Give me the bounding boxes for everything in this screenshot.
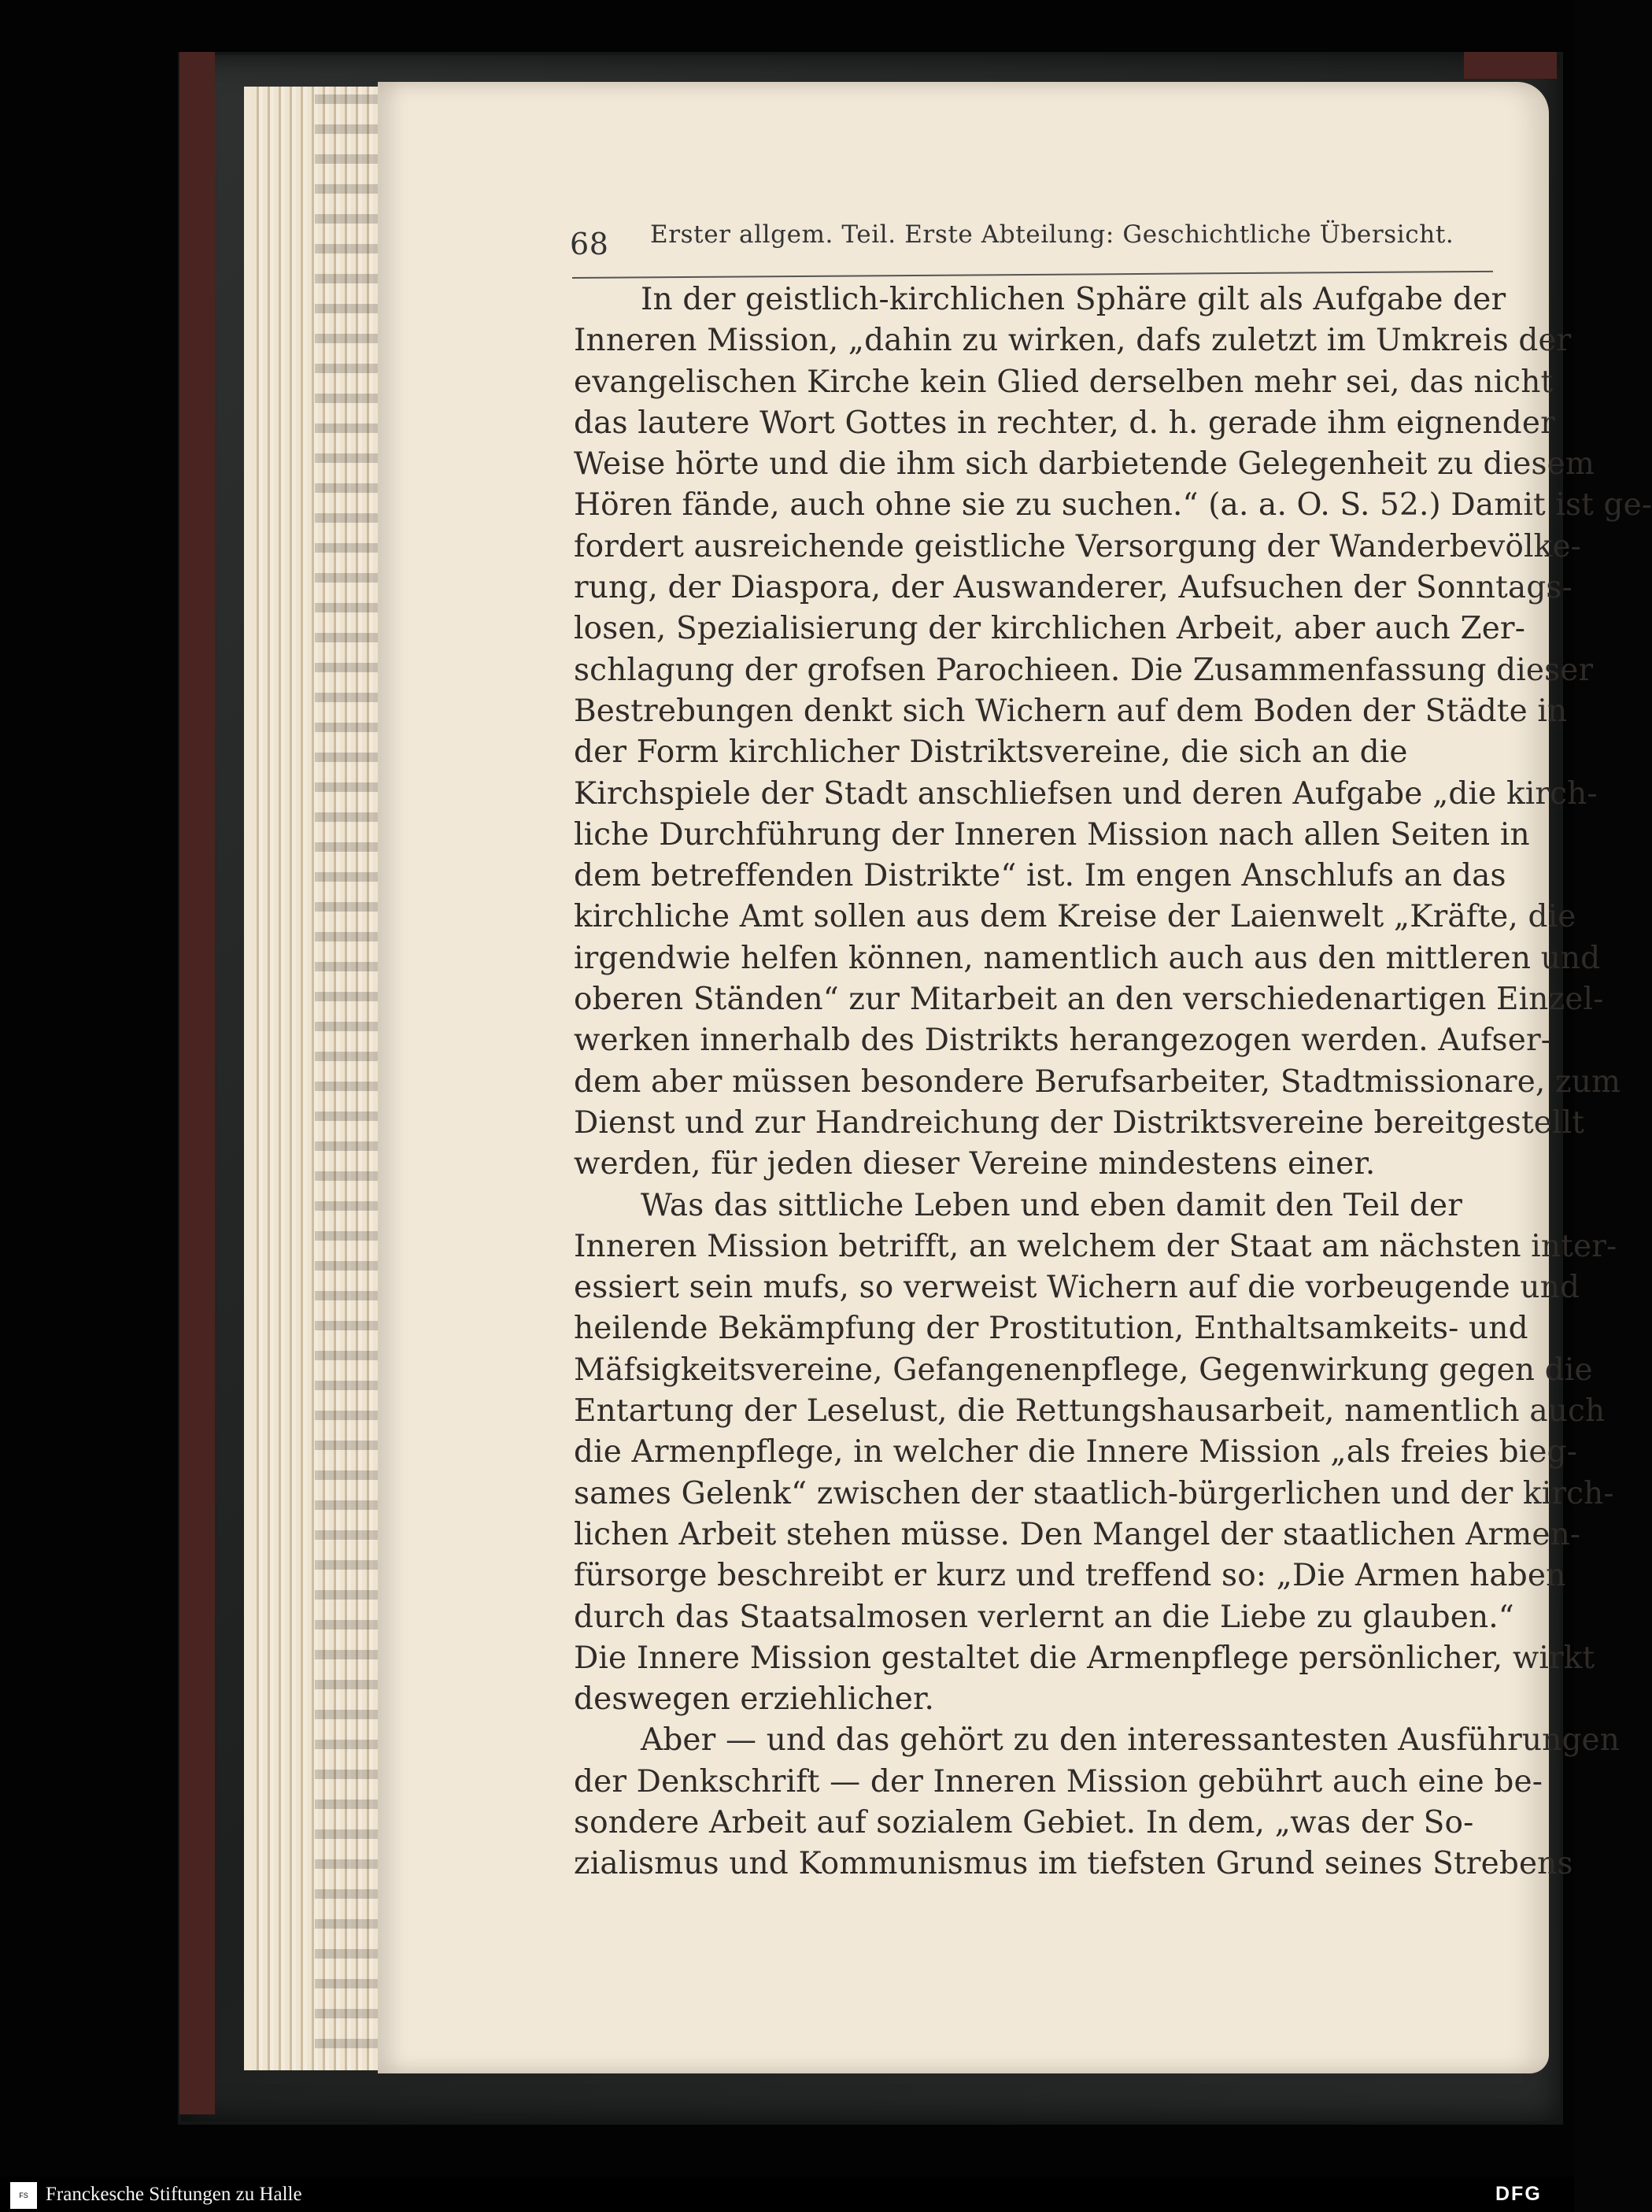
text-line: das lautere Wort Gottes in rechter, d. h. gerade ihm eignender [574, 405, 1555, 441]
text-line: Was das sittliche Leben und eben damit den Teil der [641, 1187, 1463, 1223]
running-title: Erster allgem. Teil. Erste Abteilung: Geschichtliche Übersicht. [650, 220, 1454, 249]
text-line: sondere Arbeit auf sozialem Gebiet. In dem, „was der So- [574, 1804, 1474, 1840]
text-line: fürsorge beschreibt er kurz und treffend so: „Die Armen haben [574, 1558, 1566, 1594]
text-line: die Armenpflege, in welcher die Innere Mission „als freies bieg- [574, 1434, 1578, 1470]
text-line: Inneren Mission betrifft, an welchem der Staat am nächsten inter- [574, 1228, 1617, 1264]
text-line: essiert sein mufs, so verweist Wichern auf die vorbeugende und [574, 1270, 1580, 1306]
text-line: fordert ausreichende geistliche Versorgung der Wanderbevölke- [574, 528, 1582, 564]
text-line: sames Gelenk“ zwischen der staatlich-bürgerlichen und der kirch- [574, 1475, 1614, 1511]
text-line: Entartung der Leselust, die Rettungshausarbeit, namentlich auch [574, 1393, 1606, 1430]
running-head [570, 220, 1454, 266]
text-line: evangelischen Kirche kein Glied derselben mehr sei, das nicht [574, 364, 1554, 400]
text-line: losen, Spezialisierung der kirchlichen Arbeit, aber auch Zer- [574, 611, 1526, 647]
text-line: Kirchspiele der Stadt anschliefsen und deren Aufgabe „die kirch- [574, 775, 1598, 812]
text-line: schlagung der grofsen Parochieen. Die Zusammenfassung dieser [574, 652, 1594, 688]
text-line: Die Innere Mission gestaltet die Armenpflege persönlicher, wirkt [574, 1640, 1595, 1676]
institution-name: Franckesche Stiftungen zu Halle [46, 2184, 302, 2205]
text-line: Hören fände, auch ohne sie zu suchen.“ (a. a. O. S. 52.) Damit ist ge- [574, 487, 1652, 523]
text-line: zialismus und Kommunismus im tiefsten Grund seines Strebens [574, 1846, 1573, 1882]
text-line: kirchliche Amt sollen aus dem Kreise der Laienwelt „Kräfte, die [574, 899, 1576, 935]
text-line: lichen Arbeit stehen müsse. Den Mangel der staatlichen Armen- [574, 1516, 1581, 1552]
page-number: 68 [570, 227, 609, 261]
text-line: dem betreffenden Distrikte“ ist. Im engen Anschlufs an das [574, 858, 1506, 894]
viewer-footer [0, 2177, 1574, 2212]
text-line: irgendwie helfen können, namentlich auch aus den mittleren und [574, 940, 1601, 976]
text-line: liche Durchführung der Inneren Mission nach allen Seiten in [574, 816, 1530, 853]
institution-logo [10, 2182, 37, 2209]
text-line: Bestrebungen denkt sich Wichern auf dem Boden der Städte in [574, 693, 1568, 729]
cover-corner-edge [1464, 52, 1557, 79]
text-line: deswegen erziehlicher. [574, 1681, 935, 1718]
funder-logo: DFG [1495, 2183, 1542, 2205]
text-line: der Form kirchlicher Distriktsvereine, die sich an die [574, 734, 1408, 771]
text-line: Mäfsigkeitsvereine, Gefangenenpflege, Gegenwirkung gegen die [574, 1352, 1593, 1388]
text-line: werken innerhalb des Distrikts herangezogen werden. Aufser- [574, 1023, 1552, 1059]
text-line: rung, der Diaspora, der Auswanderer, Aufsuchen der Sonntags- [574, 570, 1573, 606]
text-line: heilende Bekämpfung der Prostitution, Enthaltsamkeits- und [574, 1311, 1528, 1347]
institution-logo-text: FS [19, 2191, 28, 2199]
page-stack-shadow [315, 94, 378, 2062]
text-line: Dienst und zur Handreichung der Distriktsvereine bereitgestellt [574, 1104, 1585, 1141]
text-line: Aber — und das gehört zu den interessantesten Ausführungen [641, 1722, 1621, 1759]
cover-spine-edge [179, 52, 215, 2114]
text-line: In der geistlich-kirchlichen Sphäre gilt als Aufgabe der [641, 282, 1506, 317]
text-line: Inneren Mission, „dahin zu wirken, dafs zuletzt im Umkreis der [574, 323, 1572, 359]
text-line: durch das Staatsalmosen verlernt an die Liebe zu glauben.“ [574, 1599, 1514, 1635]
text-line: Weise hörte und die ihm sich darbietende Gelegenheit zu diesem [574, 446, 1595, 483]
text-line: dem aber müssen besondere Berufsarbeiter, Stadtmissionare, zum [574, 1063, 1621, 1100]
text-line: werden, für jeden dieser Vereine mindestens einer. [574, 1146, 1376, 1182]
text-line: der Denkschrift — der Inneren Mission gebührt auch eine be- [574, 1763, 1543, 1800]
text-line: oberen Ständen“ zur Mitarbeit an den verschiedenartigen Einzel- [574, 982, 1604, 1018]
page-text [574, 279, 1652, 1885]
